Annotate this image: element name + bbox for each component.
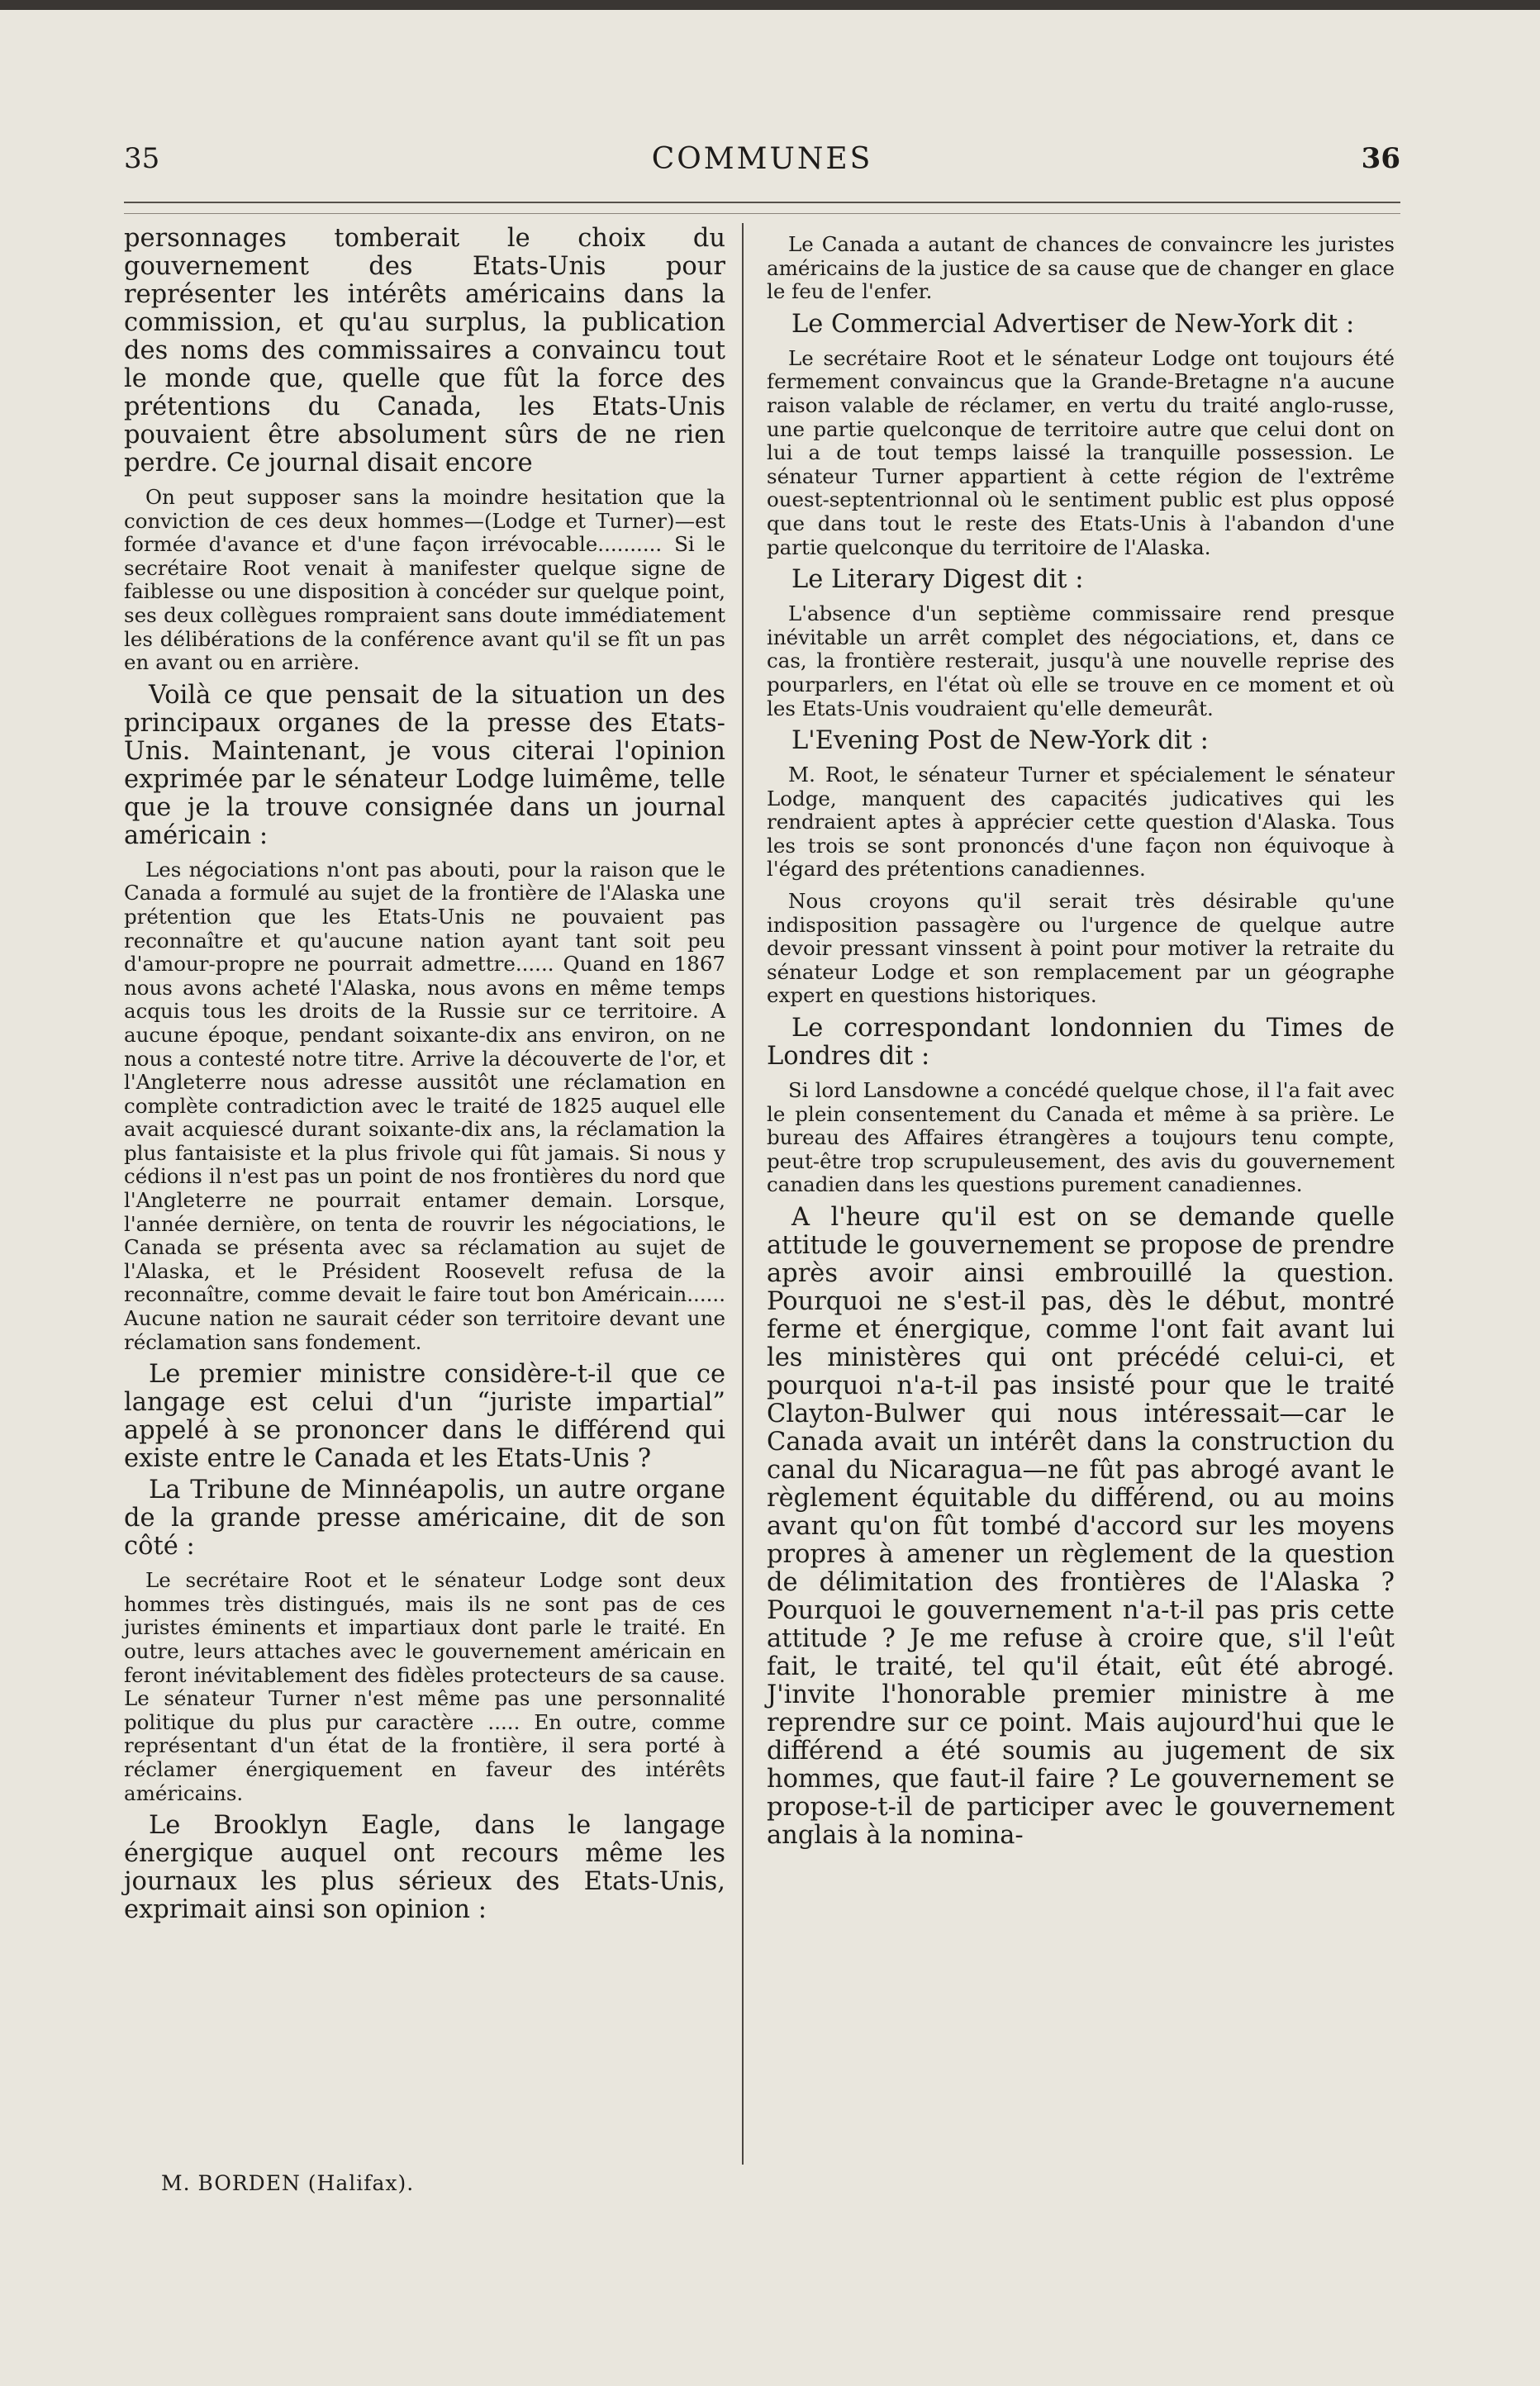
paragraph: La Tribune de Minnéapolis, un autre organe de la grande presse américaine, dit de son côté : bbox=[124, 1476, 725, 1561]
quoted-paragraph: Le Canada a autant de chances de convaincre les juristes américains de la justice de sa cause que de changer en glace le feu de l'enfer. bbox=[767, 232, 1395, 304]
quoted-paragraph: Nous croyons qu'il serait très désirable qu'une indisposition passagère ou l'urgence de quelque autre devoir pressant vinssent à point pour motiver la retraite du sénateur Lodge et son remplacement par un géographe expert en questions historiques. bbox=[767, 889, 1395, 1008]
paragraph: personnages tomberait le choix du gouvernement des Etats-Unis pour représenter les intérêts américains dans la commission, et qu'au surplus, la publication des noms des commissaires a convaincu tout le monde que, quelle que fût la force des prétentions du Canada, les Etats-Unis pouvaient être absolument sûrs de ne rien perdre. Ce journal disait encore bbox=[124, 224, 725, 478]
header-rule bbox=[124, 202, 1400, 203]
right-column bbox=[767, 225, 1395, 1853]
quoted-paragraph: L'absence d'un septième commissaire rend presque inévitable un arrêt complet des négociations, et, dans ce cas, la frontière resterait, jusqu'à une nouvelle reprise des pourparlers, en l'état où elle se trouve en ce moment et où les Etats-Unis voudraient qu'elle demeurât. bbox=[767, 601, 1395, 720]
page-number-right: 36 bbox=[1361, 142, 1400, 175]
speaker-name: M. BORDEN (Halifax). bbox=[161, 2171, 415, 2195]
quote-heading: Le correspondant londonnien du Times de Londres dit : bbox=[767, 1014, 1395, 1072]
paragraph: Le premier ministre considère-t-il que ce langage est celui d'un “juriste impartial” appelé à se prononcer dans le différend qui existe entre le Canada et les Etats-Unis ? bbox=[124, 1360, 725, 1474]
header-rule-thin bbox=[124, 213, 1400, 214]
quoted-paragraph: Les négociations n'ont pas abouti, pour la raison que le Canada a formulé au sujet de la frontière de l'Alaska une prétention que les Etats-Unis ne pouvaient pas reconnaître et qu'aucune nation ayant tant soit peu d'amour-propre ne pourrait admettre...... Quand en 1867 nous avons acheté l'Alaska, nous avons en même temps acquis tous les droits de la Russie sur ce territoire. A aucune époque, pendant soixante-dix ans environ, on ne nous a contesté notre titre. Arrive la découverte de l'or, et l'Angleterre nous adresse aussitôt une réclamation en complète contradiction avec le traité de 1825 auquel elle avait acquiescé durant soixante-dix ans, la réclamation la plus fantaisiste et la plus frivole qui fût jamais. Si nous y cédions il n'est pas un point de nos frontières du nord que l'Angleterre ne pourrait entamer demain. Lorsque, l'année dernière, on tenta de rouvrir les négociations, le Canada se présenta avec sa réclamation au sujet de l'Alaska, et le Président Roosevelt refusa de la reconnaître, comme devait le faire tout bon Américain...... Aucune nation ne saurait céder son territoire devant une réclamation sans fondement. bbox=[124, 857, 725, 1354]
quoted-paragraph: Si lord Lansdowne a concédé quelque chose, il l'a fait avec le plein consentement du Canada et même à sa prière. Le bureau des Affaires étrangères a toujours tenu compte, peut-être trop scrupuleusement, des avis du gouvernement canadien dans les questions purement canadiennes. bbox=[767, 1078, 1395, 1197]
scan-top-edge bbox=[0, 0, 1540, 10]
quoted-paragraph: Le secrétaire Root et le sénateur Lodge ont toujours été fermement convaincus que la Grande-Bretagne n'a aucune raison valable de réclamer, en vertu du traité anglo-russe, une partie quelconque de territoire autre que celui dont on lui a de tout temps laissé la tranquille possession. Le sénateur Turner appartient à cette région de l'extrême ouest-septentrionnal où le sentiment public est plus opposé que dans tout le reste des Etats-Unis à l'abandon d'une partie quelconque du territoire de l'Alaska. bbox=[767, 345, 1395, 559]
quote-heading: Le Literary Digest dit : bbox=[791, 565, 1084, 595]
left-column bbox=[124, 225, 725, 1927]
page-header bbox=[124, 142, 1400, 192]
quote-heading: L'Evening Post de New-York dit : bbox=[791, 726, 1209, 756]
paragraph: Le Brooklyn Eagle, dans le langage énergique auquel ont recours même les journaux les plus sérieux des Etats-Unis, exprimait ainsi son opinion : bbox=[124, 1811, 725, 1925]
quoted-paragraph: M. Root, le sénateur Turner et spécialement le sénateur Lodge, manquent des capacités judicatives qui les rendraient aptes à apprécier cette question d'Alaska. Tous les trois se sont prononcés d'une façon non équivoque à l'égard des prétentions canadiennes. bbox=[767, 763, 1395, 882]
page-title: COMMUNES bbox=[651, 142, 873, 176]
column-divider bbox=[742, 223, 744, 2165]
paragraph: Voilà ce que pensait de la situation un des principaux organes de la presse des Etats-Unis. Maintenant, je vous citerai l'opinion exprimée par le sénateur Lodge luimême, telle que je la trouve consignée dans un journal américain : bbox=[124, 680, 725, 850]
quoted-paragraph: On peut supposer sans la moindre hesitation que la conviction de ces deux hommes—(Lodge et Turner)—est formée d'avance et d'une façon irrévocable.......... Si le secrétaire Root venait à manifester quelque signe de faiblesse ou une disposition à concéder sur quelque point, ses deux collègues rompraient sans doute immédiatement les délibérations de la conférence avant qu'il se fît un pas en avant ou en arrière. bbox=[124, 485, 725, 675]
quote-heading: Le Commercial Advertiser de New-York dit : bbox=[791, 309, 1355, 339]
quoted-paragraph: Le secrétaire Root et le sénateur Lodge sont deux hommes très distingués, mais ils ne sont pas de ces juristes éminents et impartiaux dont parle le traité. En outre, leurs attaches avec le gouvernement américain en feront inévitablement des fidèles protecteurs de sa cause. Le sénateur Turner n'est même pas une personnalité politique du plus pur caractère ..... En outre, comme représentant d'un état de la frontière, il sera porté à réclamer énergiquement en faveur des intérêts américains. bbox=[124, 1568, 725, 1805]
page-number-left: 35 bbox=[124, 142, 160, 175]
paragraph: A l'heure qu'il est on se demande quelle attitude le gouvernement se propose de prendre après avoir ainsi embrouillé la question. Pourquoi ne s'est-il pas, dès le début, montré ferme et énergique, comme l'ont fait avant lui les ministères qui ont précédé celui-ci, et pourquoi n'a-t-il pas insisté pour que le traité Clayton-Bulwer qui nous intéressait—car le Canada avait un intérêt dans la construction du canal du Nicaragua—ne fût pas abrogé avant le règlement équitable du différend, ou au moins avant qu'on fût tombé d'accord sur les moyens propres à amener un règlement de la question de délimitation des frontières de l'Alaska ? Pourquoi le gouvernement n'a-t-il pas pris cette attitude ? Je me refuse à croire que, s'il l'eût fait, le traité, tel qu'il était, eût été abrogé. J'invite l'honorable premier ministre à me reprendre sur ce point. Mais aujourd'hui que le différend a été soumis au jugement de six hommes, que faut-il faire ? Le gouvernement se propose-t-il de participer avec le gouvernement anglais à la nomina- bbox=[767, 1203, 1395, 1850]
